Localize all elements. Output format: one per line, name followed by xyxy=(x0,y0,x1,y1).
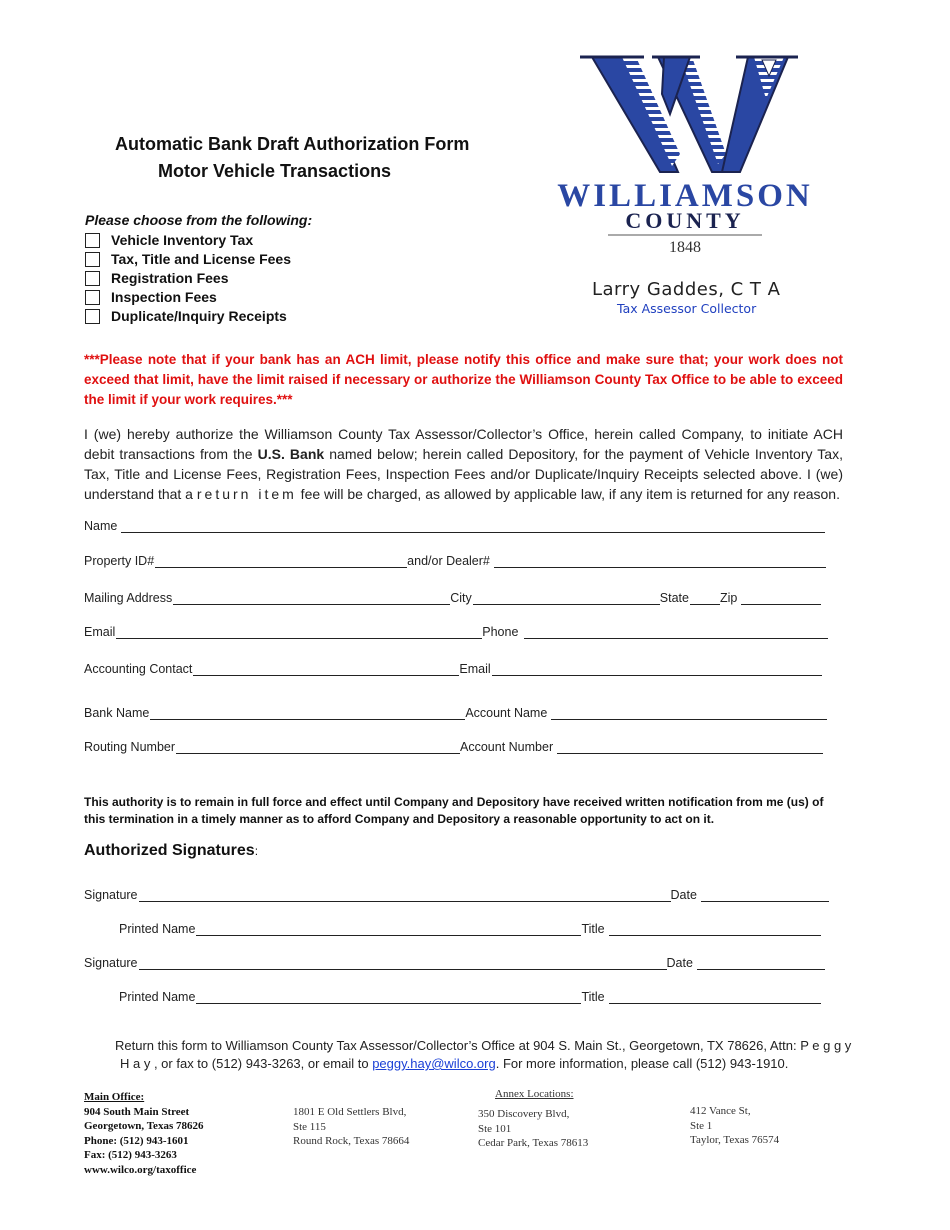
email-phone-row xyxy=(84,623,828,639)
city-input[interactable] xyxy=(473,591,660,605)
ach-limit-notice: ***Please note that if your bank has an ACH limit, please notify this office and make sure that; your work does not exceed that limit, have the limit raised if necessary or authorize the Williamson County Tax Office to be able to exceed the limit if your work requires.*** xyxy=(84,352,843,407)
mailing-address-input[interactable] xyxy=(173,591,450,605)
bank-name-label: Bank Name xyxy=(84,706,150,720)
collector-name: Larry Gaddes, C T A xyxy=(592,279,781,300)
signature-row-1 xyxy=(84,886,829,902)
bank-row xyxy=(84,704,827,720)
auth-text-2: named below; herein called Depository, for the payment of Vehicle Inventory Tax, Tax, Title and License Fees, Registration Fees, Inspection Fees and/or Duplicate/Inquiry Receipts selected above. I (we) understand that a xyxy=(84,446,843,502)
checkbox[interactable] xyxy=(85,309,100,324)
property-id-input[interactable] xyxy=(155,554,407,568)
printed-name-label: Printed Name xyxy=(119,922,196,936)
signature-label: Signature xyxy=(84,888,138,902)
annex-line: Round Rock, Texas 78664 xyxy=(293,1135,410,1147)
zip-input[interactable] xyxy=(741,591,821,605)
signature-input-1[interactable] xyxy=(139,888,671,902)
name-row xyxy=(84,517,825,533)
return-instructions-line1: Return this form to Williamson County Tax Assessor/Collector’s Office at 904 S. Main St., Georgetown, TX 78626, Attn: P e g g y xyxy=(115,1038,852,1053)
annex-line: Cedar Park, Texas 78613 xyxy=(478,1137,589,1149)
logo-w-icon xyxy=(540,54,830,259)
return-text: H a y , or fax to (512) 943-3263, or email to xyxy=(120,1056,373,1071)
annex-line: 350 Discovery Blvd, xyxy=(478,1108,570,1120)
date-label: Date xyxy=(670,888,697,902)
signature-row-2 xyxy=(84,954,825,970)
annex-line: 1801 E Old Settlers Blvd, xyxy=(293,1106,407,1118)
authorized-signatures-heading xyxy=(84,842,258,860)
dealer-label: and/or Dealer# xyxy=(407,554,490,568)
phone-input[interactable] xyxy=(524,625,828,639)
bank-name-input[interactable] xyxy=(150,706,465,720)
phone-label: Phone xyxy=(482,625,519,639)
city-label: City xyxy=(450,591,472,605)
accounting-email-label: Email xyxy=(459,662,491,676)
main-office-line: www.wilco.org/taxoffice xyxy=(84,1163,197,1176)
annex-line: Taylor, Texas 76574 xyxy=(690,1134,780,1146)
name-label: Name xyxy=(84,519,118,533)
main-office-line: Fax: (512) 943-3263 xyxy=(84,1149,177,1161)
mailing-address-label: Mailing Address xyxy=(84,591,173,605)
option-registration-fees[interactable] xyxy=(85,270,228,286)
printed-name-row-1 xyxy=(119,920,821,936)
form-subtitle: Motor Vehicle Transactions xyxy=(158,161,392,181)
option-tax-title-license[interactable] xyxy=(85,251,291,267)
auth-text-1: I (we) hereby authorize the Williamson County Tax Assessor/Collector’s Office, herein called Company, to initiate ACH debit transactions from the xyxy=(84,426,843,462)
signature-label: Signature xyxy=(84,956,138,970)
checkbox[interactable] xyxy=(85,271,100,286)
option-label: Inspection Fees xyxy=(111,289,217,305)
main-office-line: Phone: (512) 943-1601 xyxy=(84,1134,189,1147)
printed-name-label: Printed Name xyxy=(119,990,196,1004)
printed-name-input-2[interactable] xyxy=(196,990,581,1004)
form-title: Automatic Bank Draft Authorization Form xyxy=(115,134,470,154)
annex-line: Ste 115 xyxy=(293,1120,326,1133)
accounting-contact-label: Accounting Contact xyxy=(84,662,193,676)
dealer-input[interactable] xyxy=(494,554,826,568)
accounting-contact-input[interactable] xyxy=(193,662,459,676)
state-label: State xyxy=(659,591,689,605)
logo-year: 1848 xyxy=(669,239,701,256)
signature-input-2[interactable] xyxy=(139,956,667,970)
routing-number-input[interactable] xyxy=(176,740,460,754)
routing-number-label: Routing Number xyxy=(84,740,176,754)
return-text-end: . For more information, please call (512) 943-1910. xyxy=(495,1056,789,1071)
annex-taylor xyxy=(690,1104,779,1148)
title-input-1[interactable] xyxy=(609,922,821,936)
option-label: Duplicate/Inquiry Receipts xyxy=(111,308,287,324)
auth-heading-colon: : xyxy=(254,844,259,858)
auth-text-spaced: return item xyxy=(196,486,297,502)
date-input-2[interactable] xyxy=(697,956,825,970)
state-input[interactable] xyxy=(690,591,720,605)
williamson-county-logo xyxy=(540,54,830,259)
account-name-label: Account Name xyxy=(465,706,548,720)
options-prompt: Please choose from the following: xyxy=(85,212,313,228)
annex-line: 412 Vance St, xyxy=(690,1105,751,1117)
main-office-line: Georgetown, Texas 78626 xyxy=(84,1120,204,1132)
title-label: Title xyxy=(581,922,605,936)
return-instructions-line2 xyxy=(120,1056,788,1071)
auth-heading-text: Authorized Signatures xyxy=(84,842,255,859)
zip-label: Zip xyxy=(719,591,738,605)
option-label: Vehicle Inventory Tax xyxy=(111,232,254,248)
option-vehicle-inventory-tax[interactable] xyxy=(85,232,253,248)
accounting-email-input[interactable] xyxy=(492,662,822,676)
date-label: Date xyxy=(666,956,693,970)
bank-name-bold: U.S. Bank xyxy=(257,446,325,462)
checkbox[interactable] xyxy=(85,233,100,248)
collector-title: Tax Assessor Collector xyxy=(617,301,757,316)
title-input-2[interactable] xyxy=(609,990,821,1004)
option-duplicate-inquiry[interactable] xyxy=(85,308,287,324)
printed-name-row-2 xyxy=(119,988,821,1004)
email-label: Email xyxy=(84,625,116,639)
accounting-row xyxy=(84,660,822,676)
main-office-line: 904 South Main Street xyxy=(84,1105,190,1118)
annex-label: Annex Locations: xyxy=(495,1088,574,1100)
annex-cedar-park xyxy=(478,1107,588,1151)
checkbox[interactable] xyxy=(85,252,100,267)
annex-line: Ste 1 xyxy=(690,1119,713,1132)
option-label: Registration Fees xyxy=(111,270,229,286)
option-label: Tax, Title and License Fees xyxy=(111,251,291,267)
property-row xyxy=(84,552,826,568)
account-number-label: Account Number xyxy=(460,740,554,754)
logo-name-line1: WILLIAMSON xyxy=(557,178,813,214)
checkbox[interactable] xyxy=(85,290,100,305)
account-number-input[interactable] xyxy=(557,740,823,754)
logo-name-line2: COUNTY xyxy=(625,208,745,233)
address-row xyxy=(84,589,821,605)
option-inspection-fees[interactable] xyxy=(85,289,217,305)
routing-row xyxy=(84,738,823,754)
annex-line: Ste 101 xyxy=(478,1122,512,1135)
authority-statement: This authority is to remain in full force and effect until Company and Depository have received written notification from me (us) of this termination in a timely manner as to afford Company and Depository a reasonable opportunity to act on it. xyxy=(84,795,824,826)
main-office-label: Main Office: xyxy=(84,1091,145,1103)
name-input[interactable] xyxy=(121,519,825,533)
auth-text-3: fee will be charged, as allowed by applicable law, if any item is returned for any reason. xyxy=(296,486,840,502)
annex-round-rock xyxy=(293,1105,409,1149)
main-office-block xyxy=(84,1090,203,1177)
printed-name-input-1[interactable] xyxy=(196,922,581,936)
date-input-1[interactable] xyxy=(701,888,829,902)
authorization-paragraph xyxy=(84,424,843,504)
email-link[interactable]: peggy.hay@wilco.org xyxy=(372,1056,496,1071)
title-label: Title xyxy=(581,990,605,1004)
property-id-label: Property ID# xyxy=(84,554,155,568)
email-input[interactable] xyxy=(116,625,482,639)
account-name-input[interactable] xyxy=(551,706,827,720)
